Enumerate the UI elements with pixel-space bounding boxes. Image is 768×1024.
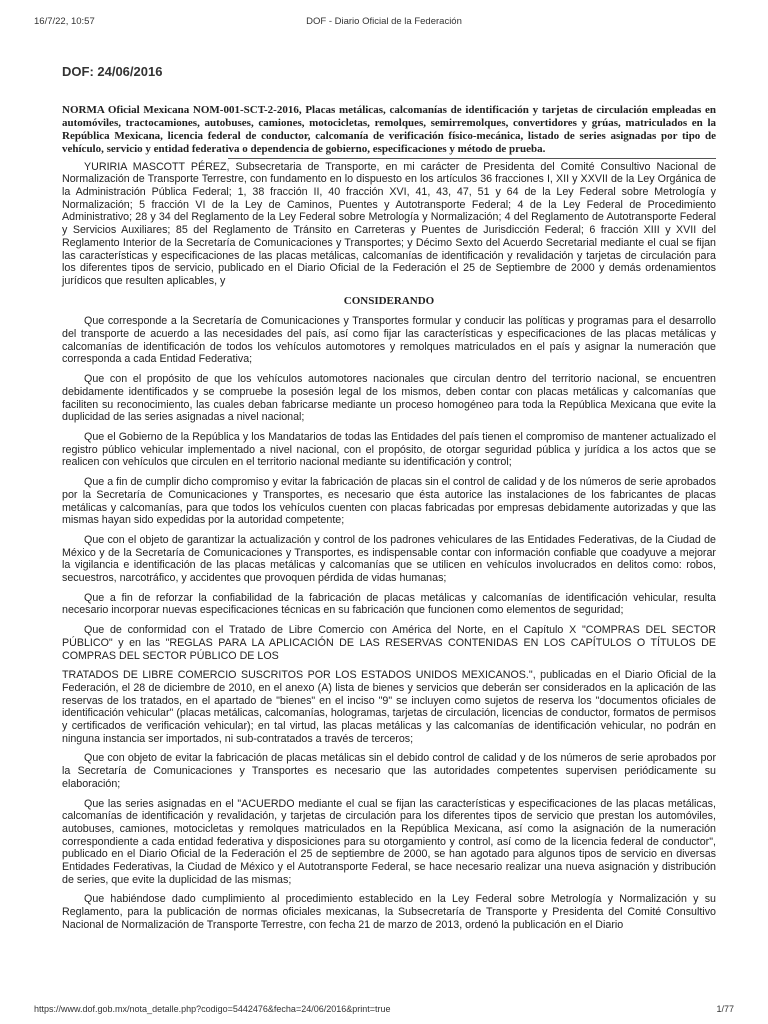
paragraph: Que a fin de reforzar la confiabilidad de la fabricación de placas metálicas y calcomanías de identificación vehicular, resulta necesario incorporar nuevas especificaciones técnicas en su fabricación que funcionen como elementos de seguridad; [62, 591, 716, 617]
norma-title: NORMA Oficial Mexicana NOM-001-SCT-2-2016, Placas metálicas, calcomanías de identificación y tarjetas de circulación empleadas en automóviles, tractocamiones, autobuses, camiones, motocicletas, remolques, semirremolques, convertidores y grúas, matriculados en la República Mexicana, licencia federal de conductor, calcomanía de verificación físico-mecánica, listado de series asignadas por tipo de vehículo, servicio y entidad federativa o dependencia de gobierno, especificaciones y método de prueba. [62, 104, 716, 155]
dof-date: DOF: 24/06/2016 [62, 64, 163, 79]
page-url: https://www.dof.gob.mx/nota_detalle.php?codigo=5442476&fecha=24/06/2016&print=true [34, 1004, 391, 1014]
paragraph-continuation: TRATADOS DE LIBRE COMERCIO SUSCRITOS POR LOS ESTADOS UNIDOS MEXICANOS.", publicadas en el Diario Oficial de la Federación, el 28 de diciembre de 2010, en el anexo (A) lista de bienes y servicios que deberán ser considerados en la aplicación de las reservas de los tratados, en el apartado de "bienes" en el inciso "9" se incluyen como sujetos de reserva los "documentos oficiales de identificación vehicular" (placas metálicas, calcomanías, hologramas, tarjetas de circulación, licencias de conductor, formatos de permisos y certificados de verificación vehicular); en tal virtud, las placas metálicas y las calcomanías de identificación vehicular, no podrán en ninguna instancia ser importados, ni sub-contratados a través de terceros; [62, 669, 716, 745]
paragraph: Que con el objeto de garantizar la actualización y control de los padrones vehiculares de las Entidades Federativas, de la Ciudad de México y de la Secretaría de Comunicaciones y Transportes, es indispensable contar con información confiable que coadyuve a mejorar la vigilancia e identificación de las placas metálicas y calcomanías que se utilicen en vehículos involucrados en delitos como: robos, secuestros, narcotráfico, y accidentes que provoquen pérdida de vidas humanas; [62, 533, 716, 585]
paragraph: Que de conformidad con el Tratado de Libre Comercio con América del Norte, en el Capítulo X "COMPRAS DEL SECTOR PÚBLICO" y en las "REGLAS PARA LA APLICACIÓN DE LAS RESERVAS CONTENIDAS EN LOS CAPÍTULOS O TÍTULOS DE COMPRAS DEL SECTOR PÚBLICO DE LOS [62, 624, 716, 662]
paragraph: Que corresponde a la Secretaría de Comunicaciones y Transportes formular y conducir las políticas y programas para el desarrollo del transporte de acuerdo a las necesidades del país, así como fijar las características y especificaciones de las placas metálicas y calcomanías de identificación de todos los vehículos automotores y remolques matriculados en el país y asignar la numeración que corresponda a cada Entidad Federativa; [62, 315, 716, 366]
print-page-title: DOF - Diario Oficial de la Federación [306, 16, 462, 27]
paragraph: Que con el propósito de que los vehículos automotores nacionales que circulan dentro del territorio nacional, se encuentren debidamente identificados y se compruebe la posesión legal de los mismos, deben contar con placas metálicas y calcomanías que faciliten su reconocimiento, las cuales deban fabricarse mediante un proceso homogéneo para toda la República Mexicana que evite la duplicidad de las series asignadas a nivel nacional; [62, 373, 716, 424]
paragraph: Que las series asignadas en el "ACUERDO mediante el cual se fijan las características y especificaciones de las placas metálicas, calcomanías de identificación y revalidación, y tarjetas de circulación para los diferentes tipos de servicio que prestan los automóviles, autobuses, camiones, motocicletas y remolques matriculados en la República Mexicana, así como la asignación de la numeración correspondiente a cada entidad federativa y disposiciones para su otorgamiento y control, así como de la licencia federal de conductor", publicado en el Diario Oficial de la Federación el 25 de septiembre de 2000, se han agotado para algunos tipos de servicio en diversas Entidades Federativas, la Ciudad de México y el Autotransporte Federal, se hace necesario realizar una nueva asignación y distribución de series, que evite la duplicidad de las mismas; [62, 797, 716, 886]
title-divider [228, 158, 716, 159]
paragraph: Que a fin de cumplir dicho compromiso y evitar la fabricación de placas sin el control de calidad y de los números de serie aprobados por la Secretaría de Comunicaciones y Transportes, es necesario que ésta autorice las instalaciones de los fabricantes de placas metálicas y calcomanías, para que todos los vehículos cuenten con placas fabricadas por empresas debidamente autorizadas y que las mismas hayan sido expedidas por la autoridad competente; [62, 476, 716, 527]
paragraph: Que habiéndose dado cumplimiento al procedimiento establecido en la Ley Federal sobre Metrología y Normalización y su Reglamento, para la publicación de normas oficiales mexicanas, la Subsecretaría de Transporte y Presidenta del Comité Consultivo Nacional de Normalización de Transporte Terrestre, con fecha 21 de marzo de 2013, ordenó la publicación en el Diario [62, 893, 716, 931]
considerando-heading: CONSIDERANDO [343, 294, 435, 307]
print-date: 16/7/22, 10:57 [34, 16, 95, 27]
document-body [62, 104, 716, 939]
paragraph: Que el Gobierno de la República y los Mandatarios de todas las Entidades del país tienen el compromiso de mantener actualizado el registro público vehicular implementado a nivel nacional, con el propósito, de otorgar seguridad pública y jurídica a los actos que se realicen con vehículos que circulen en el territorio nacional mediante su identificación y control; [62, 430, 716, 469]
page-number: 1/77 [716, 1004, 734, 1014]
intro-paragraph: YURIRIA MASCOTT PÉREZ, Subsecretaria de Transporte, en mi carácter de Presidenta del Comité Consultivo Nacional de Normalización de Transporte Terrestre, con fundamento en lo dispuesto en los artículos 36 fracciones I, XII y XXVII de la Ley Orgánica de la Administración Pública Federal; 1, 38 fracción II, 40 fracción XVI, 41, 43, 47, 51 y 64 de la Ley Federal sobre Metrología y Normalización; 5 fracción VI de la Ley de Caminos, Puentes y Autotransporte Federal; 4 de la Ley Federal de Procedimiento Administrativo; 28 y 34 del Reglamento de la Ley Federal sobre Metrología y Normalización; 4 del Reglamento de Autotransporte Federal y Servicios Auxiliares; 85 del Reglamento de Tránsito en Carreteras y Puentes de Jurisdicción Federal; 6 fracción XIII y XVII del Reglamento Interior de la Secretaría de Comunicaciones y Transportes; y Décimo Sexto del Acuerdo Secretarial mediante el cual se fijan las características y especificaciones de las placas metálicas, calcomanías de identificación y revalidación y tarjetas de circulación para los diferentes tipos de servicio, publicado en el Diario Oficial de la Federación el 25 de Septiembre de 2000 y demás ordenamientos jurídicos que resulten aplicables, y [62, 160, 716, 287]
paragraph: Que con objeto de evitar la fabricación de placas metálicas sin el debido control de calidad y de los números de serie aprobados por la Secretaría de Comunicaciones y Transportes es necesario que las autoridades competentes supervisen periódicamente su elaboración; [62, 752, 716, 790]
